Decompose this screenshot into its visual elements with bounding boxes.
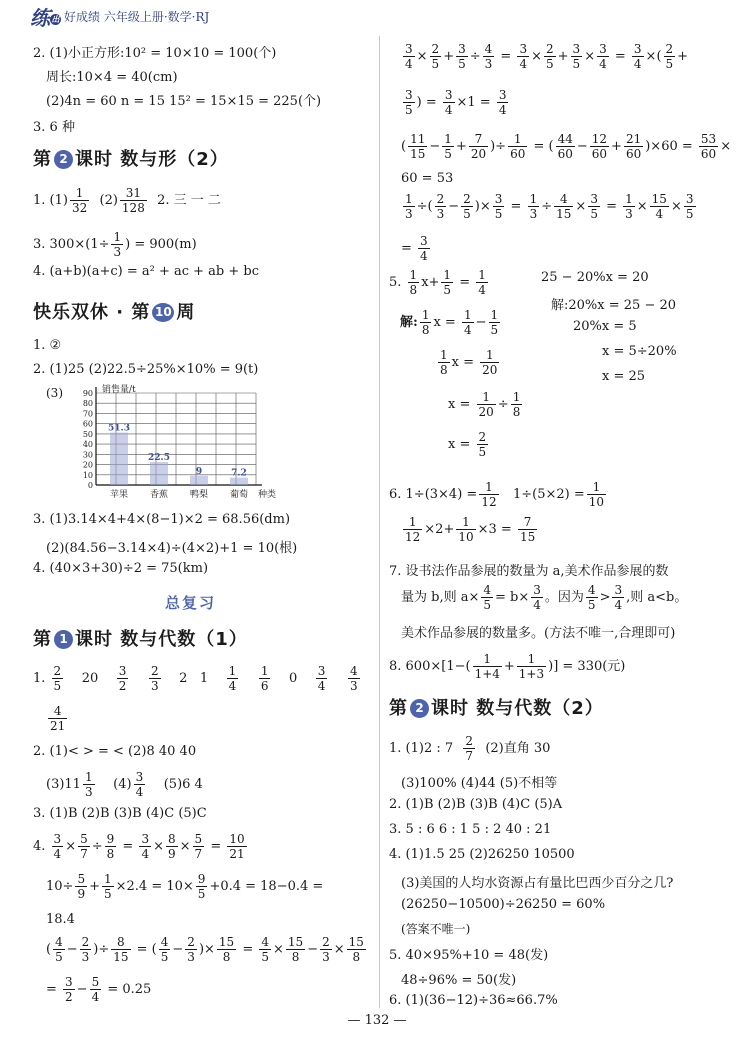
section-title: 第 1 课时 数与代数（1） [33, 629, 248, 650]
column-divider [379, 36, 380, 1008]
answer-line: 1. (1) $\frac{1}{32}$ (2) $\frac{31}{128}$ 2. 三 一 二 [33, 186, 221, 215]
review-heading: 总复习 [165, 594, 217, 612]
answer-line: 周长:10×4 = 40(cm) [46, 70, 178, 85]
bar [230, 478, 248, 485]
answer-line: 20%x = 5 [573, 319, 637, 334]
math-expression: 4. $\frac{3}{4}$ × $\frac{5}{7}$ ÷ $\frac{9}{8}$ = $\frac{3}{4}$ × $\frac{8}{9}$ × $\frac{5}{7}$ = $\frac{10}{21}$ [33, 832, 245, 861]
math-expression: ( $\frac{4}{5}$ − $\frac{2}{3}$ )÷ $\frac{8}{15}$ = ( $\frac{4}{5}$ − $\frac{2}{3}$ )× $\frac{15}{8}$ = $\frac{4}{5}$ × $\frac{15}{8}$ − $\frac{2}{3}$ × $\frac{15}{8}$ [46, 935, 364, 964]
answer-line: 4. (a+b)(a+c) = a² + ac + ab + bc [33, 264, 260, 279]
math-expression: = $\frac{3}{2}$ − $\frac{5}{4}$ = 0.25 [46, 975, 152, 1004]
answer-line: (3)100% (4)44 (5)不相等 [401, 776, 558, 791]
answer-line: 18.4 [46, 912, 75, 927]
math-expression: $\frac{1}{3}$ ÷( $\frac{2}{3}$ − $\frac{2}{5}$ )× $\frac{3}{5}$ = $\frac{1}{3}$ ÷ $\frac{4}{15}$ × $\frac{3}{5}$ = $\frac{1}{3}$ × $\frac{15}{4}$ × $\frac{3}{5}$ [405, 192, 694, 221]
answer-line: 2. (1)25 (2)22.5÷25%×10% = 9(t) [33, 362, 259, 377]
answer-line: 2. (1)小正方形:10² = 10×10 = 100(个) [33, 46, 277, 61]
section-title: 快乐双休 · 第 10 周 [33, 302, 196, 323]
answer-line: 3. 5 : 6 6 : 1 5 : 2 40 : 21 [389, 822, 552, 837]
answer-line: 4. (40×3+30)÷2 = 75(km) [33, 561, 209, 576]
math-expression: 5. $\frac{1}{8}$ x+ $\frac{1}{5}$ = $\frac{1}{4}$ [389, 268, 486, 297]
answer-line: 美术作品参展的数量多。(方法不唯一,合理即可) [401, 626, 676, 641]
y-tick-label: 40 [82, 440, 93, 450]
bar-value-label: 51.3 [108, 423, 130, 434]
header-title: 好成绩 六年级上册·数学·RJ [64, 10, 210, 24]
week-number-badge: 10 [152, 303, 174, 322]
brand-logo: 练 出 [30, 6, 60, 30]
bar [190, 476, 208, 485]
y-tick-label: 70 [82, 409, 93, 419]
brand-badge: 出 [51, 14, 60, 24]
answer-line: 2. (1)< > = < (2)8 40 40 [33, 744, 197, 759]
page-number: — 132 — [347, 1013, 407, 1028]
y-tick-label: 10 [82, 470, 93, 480]
answer-line: (答案不唯一) [401, 922, 471, 936]
answer-line: 1. ② [33, 338, 62, 353]
bar-value-label: 22.5 [148, 453, 170, 463]
y-tick-label: 80 [82, 399, 93, 409]
answer-line: 3. (1)B (2)B (3)B (4)C (5)C [33, 806, 207, 821]
answer-line: (3) [46, 386, 63, 400]
bar-value-label: 9 [195, 466, 203, 477]
y-axis-label: 销售量/t [102, 385, 136, 395]
math-expression: 解: $\frac{1}{8}$ x = $\frac{1}{4}$ − $\frac{1}{5}$ [400, 308, 499, 337]
answer-line: 3. (1)3.14×4+4×(8−1)×2 = 68.56(dm) [33, 512, 291, 527]
answer-line: 1. (1)2 : 7 $\frac{2}{7}$ (2)直角 30 [389, 734, 551, 763]
math-expression: x = $\frac{1}{20}$ ÷ $\frac{1}{8}$ [448, 390, 521, 419]
math-expression: $\frac{3}{5}$ ) = $\frac{3}{4}$ ×1 = $\frac{3}{4}$ [405, 88, 507, 117]
math-expression: 60 = 53 [401, 171, 454, 186]
answer-line: x = 25 [602, 369, 646, 384]
answer-line: 3. 6 种 [33, 120, 75, 135]
bar-value-label: 7.2 [231, 468, 247, 479]
answer-line: (3)11 $\frac{1}{3}$ (4) $\frac{3}{4}$ (5)6 4 [46, 770, 203, 799]
section-title: 第 2 课时 数与形（2） [33, 149, 229, 170]
bar-chart [70, 385, 277, 507]
x-tick-label: 鸭梨 [189, 490, 209, 500]
y-tick-label: 0 [87, 481, 93, 490]
x-tick-label: 葡萄 [229, 490, 249, 500]
lesson-number-badge: 2 [54, 150, 73, 169]
x-axis-label: 种类 [258, 490, 277, 500]
math-expression: $\frac{3}{4}$ × $\frac{2}{5}$ + $\frac{3}{5}$ ÷ $\frac{4}{3}$ = $\frac{3}{4}$ × $\frac{2}{5}$ + $\frac{3}{5}$ × $\frac{3}{4}$ = $\frac{3}{4}$ ×( $\frac{2}{5}$ + [405, 42, 689, 71]
math-expression: 量为 b,则 a× $\frac{4}{5}$ = b× $\frac{3}{4}$ 。因为 $\frac{4}{5}$ > $\frac{3}{4}$ ,则 a<b。 [401, 583, 688, 612]
answer-line: (2)(84.56−3.14×4)÷(4×2)+1 = 10(根) [46, 541, 298, 556]
answer-line: x = 5÷20% [602, 344, 677, 359]
answer-line: $\frac{4}{21}$ [50, 704, 66, 733]
answer-line: (3)美国的人均水资源占有量比巴西少百分之几? [401, 876, 674, 891]
section-title: 第 2 课时 数与代数（2） [389, 698, 604, 719]
math-expression: ( $\frac{11}{15}$ − $\frac{1}{5}$ + $\frac{7}{20}$ )÷ $\frac{1}{60}$ = ( $\frac{44}{60}$ − $\frac{12}{60}$ + $\frac{21}{60}$ )×60 = $\frac{53}{60}$ × [401, 132, 732, 161]
math-expression: $\frac{1}{12}$ ×2+ $\frac{1}{10}$ ×3 = $\frac{7}{15}$ [405, 515, 536, 544]
bar [150, 462, 168, 485]
answer-line: 2. (1)B (2)B (3)B (4)C (5)A [389, 797, 563, 812]
answer-line: 48÷96% = 50(发) [401, 973, 517, 988]
y-tick-label: 50 [82, 429, 93, 439]
answer-line: 解:20%x = 25 − 20 [551, 298, 677, 313]
answer-line: (2)4n = 60 n = 15 15² = 15×15 = 225(个) [46, 94, 322, 109]
answer-line: 1. $\frac{2}{5}$ 20 $\frac{3}{2}$ $\frac{2}{3}$ 2 1 $\frac{1}{4}$ $\frac{1}{6}$ 0 $\frac{3}{4}$ $\frac{4}{3}$ [33, 664, 358, 693]
answer-line: 3. 300×(1÷ $\frac{1}{3}$ ) = 900(m) [33, 230, 197, 259]
y-tick-label: 30 [82, 450, 93, 460]
math-expression: = $\frac{3}{4}$ [401, 234, 428, 263]
y-tick-label: 90 [82, 389, 93, 398]
math-expression: x = $\frac{2}{5}$ [448, 430, 487, 459]
math-expression: 6. 1÷(3×4) = $\frac{1}{12}$ 1÷(5×2) = $\frac{1}{10}$ [389, 480, 605, 509]
answer-line: 25 − 20%x = 20 [541, 270, 649, 285]
lesson-number-badge: 2 [410, 699, 429, 718]
y-tick-label: 20 [82, 460, 93, 470]
answer-line: 7. 设书法作品参展的数量为 a,美术作品参展的数 [389, 564, 669, 579]
lesson-number-badge: 1 [54, 630, 73, 649]
answer-line: 4. (1)1.5 25 (2)26250 10500 [389, 847, 575, 862]
x-tick-label: 苹果 [109, 490, 129, 500]
y-tick-label: 60 [82, 419, 93, 429]
x-tick-label: 香蕉 [149, 490, 169, 500]
math-expression: 8. 600×[1−( $\frac{1}{1+4}$ + $\frac{1}{1+3}$ )] = 330(元) [389, 652, 626, 681]
math-expression: 10÷ $\frac{5}{9}$ + $\frac{1}{5}$ ×2.4 = 10× $\frac{9}{5}$ +0.4 = 18−0.4 = [46, 872, 324, 901]
answer-line: 6. (1)(36−12)÷36≈66.7% [389, 993, 558, 1008]
answer-line: (26250−10500)÷26250 = 60% [401, 897, 606, 912]
answer-line: 5. 40×95%+10 = 48(发) [389, 948, 549, 963]
math-expression: $\frac{1}{8}$ x = $\frac{1}{20}$ [440, 348, 498, 377]
bar [110, 433, 128, 485]
